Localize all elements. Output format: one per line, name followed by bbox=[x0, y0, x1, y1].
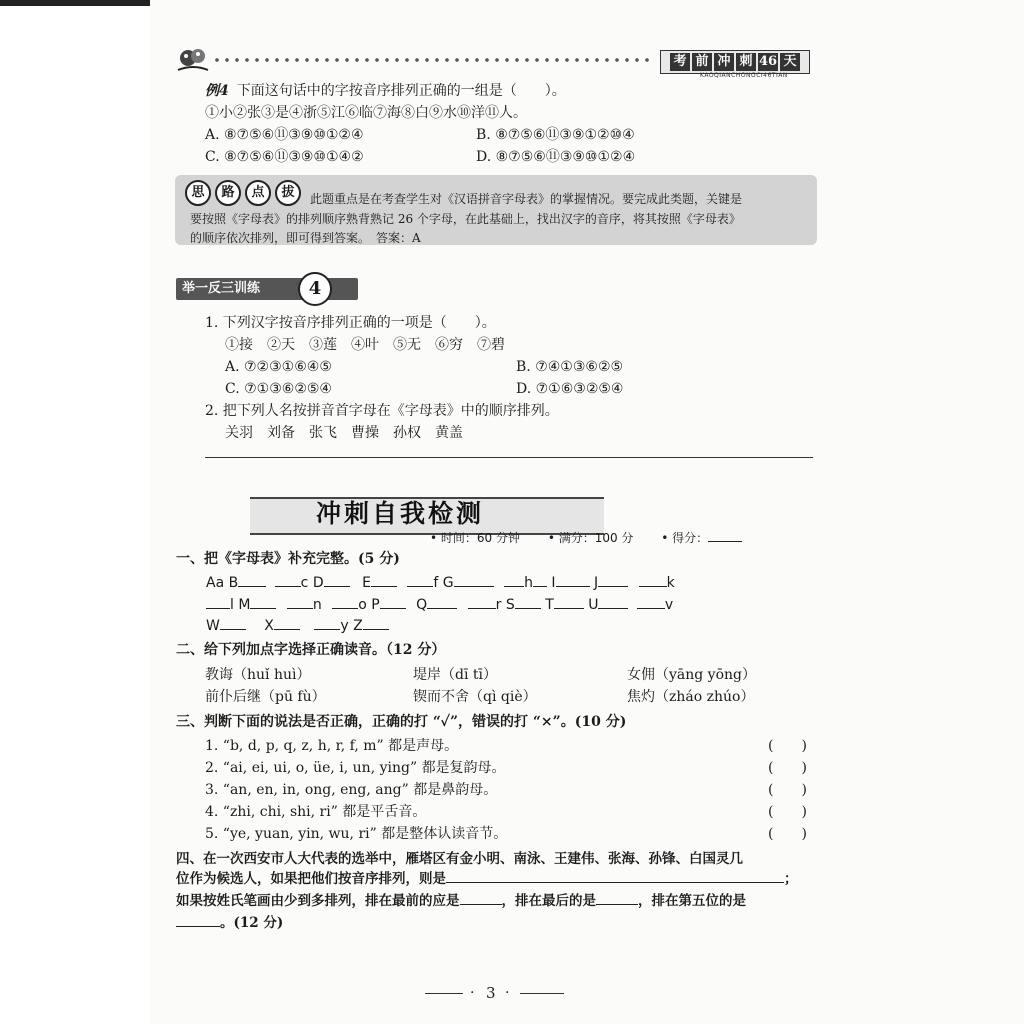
section-4-line-2 bbox=[176, 870, 798, 888]
judgement-item: 1. “b, d, p, q, z, h, r, f, m” 都是声母。 bbox=[205, 738, 459, 754]
letter-blank[interactable] bbox=[554, 608, 584, 609]
letter-blank[interactable] bbox=[238, 586, 266, 587]
letter-blank[interactable] bbox=[275, 586, 301, 587]
training-q1-option-a[interactable]: A. ⑦②③①⑥④⑤ bbox=[225, 359, 332, 375]
letter: c bbox=[300, 575, 309, 591]
example-option-a[interactable]: A. ⑧⑦⑤⑥⑪③⑨⑩①②④ bbox=[205, 127, 364, 143]
letter-blank[interactable] bbox=[454, 586, 494, 587]
pronunciation-item[interactable]: 堤岸（dī tī） bbox=[413, 667, 497, 683]
judgement-item: 4. “zhi, chi, shi, ri” 都是平舌音。 bbox=[205, 804, 427, 820]
badge-char: 天 bbox=[780, 53, 800, 71]
letter: y bbox=[340, 618, 349, 634]
badge-char: 前 bbox=[692, 53, 712, 71]
letter: n bbox=[312, 597, 322, 613]
tip-line-3: 的顺序依次排列，即可得到答案。 答案：A bbox=[190, 231, 421, 245]
letter: o bbox=[358, 597, 367, 613]
letter-blank[interactable] bbox=[637, 608, 665, 609]
letter-blank[interactable] bbox=[533, 586, 547, 587]
alphabet-row-3 bbox=[206, 617, 389, 635]
letter: B bbox=[228, 575, 239, 591]
page-number: 3 bbox=[486, 984, 496, 1002]
judgement-answer-box[interactable]: ( ) bbox=[768, 804, 807, 820]
badge-char: 考 bbox=[670, 53, 690, 71]
letter-blank[interactable] bbox=[324, 586, 350, 587]
section-4-line-4-text: 。(12 分) bbox=[220, 915, 284, 931]
test-score-label: • 得分： bbox=[661, 531, 709, 545]
letter: T bbox=[545, 597, 554, 613]
test-meta bbox=[430, 529, 742, 547]
badge-char: 冲 bbox=[714, 53, 734, 71]
tip-title-char: 点 bbox=[245, 180, 271, 206]
letter-blank[interactable] bbox=[407, 586, 433, 587]
order-answer-field[interactable] bbox=[446, 882, 784, 883]
letter: Q bbox=[416, 597, 428, 613]
training-q1-option-c[interactable]: C. ⑦①③⑥②⑤④ bbox=[225, 381, 332, 397]
training-q1: 1. 下列汉字按音序排列正确的一项是（ ）。 bbox=[205, 315, 496, 331]
letter-blank[interactable] bbox=[468, 608, 496, 609]
judgement-answer-box[interactable]: ( ) bbox=[768, 826, 807, 842]
badge-char: 46 bbox=[758, 54, 778, 69]
binding-margin bbox=[0, 0, 150, 1024]
letter-blank[interactable] bbox=[639, 586, 667, 587]
mascot-logo-icon bbox=[176, 44, 210, 74]
section-4-line-3 bbox=[176, 892, 746, 910]
training-q1-option-b[interactable]: B. ⑦④①③⑥②⑤ bbox=[516, 359, 624, 375]
judgement-answer-box[interactable]: ( ) bbox=[768, 760, 807, 776]
judgement-answer-box[interactable]: ( ) bbox=[768, 738, 807, 754]
judgement-answer-box[interactable]: ( ) bbox=[768, 782, 807, 798]
letter: E bbox=[362, 575, 371, 591]
example-title: 例4 bbox=[205, 83, 229, 99]
test-banner-title: 冲刺自我检测 bbox=[316, 499, 485, 528]
letter-blank[interactable] bbox=[287, 608, 313, 609]
letter-blank[interactable] bbox=[206, 608, 230, 609]
letter-blank[interactable] bbox=[515, 608, 541, 609]
judgement-item: 5. “ye, yuan, yin, wu, ri” 都是整体认读音节。 bbox=[205, 826, 508, 842]
letter: r bbox=[495, 597, 502, 613]
letter: W bbox=[206, 618, 220, 634]
letter-blank[interactable] bbox=[363, 629, 389, 630]
letter: P bbox=[371, 597, 380, 613]
letter: f bbox=[433, 575, 439, 591]
pronunciation-item[interactable]: 前仆后继（pū fù） bbox=[205, 689, 326, 705]
example-question bbox=[205, 82, 566, 100]
letter: k bbox=[666, 575, 675, 591]
letter: D bbox=[312, 575, 324, 591]
letter-blank[interactable] bbox=[314, 629, 340, 630]
letter: G bbox=[442, 575, 454, 591]
section-4-line-3-c: ，排在第五位的是 bbox=[638, 893, 746, 909]
test-full-score: • 满分：100 分 bbox=[547, 531, 634, 545]
footer-dot-left: · bbox=[470, 985, 475, 1001]
letter-blank[interactable] bbox=[220, 629, 246, 630]
training-number: 4 bbox=[298, 272, 332, 306]
letter: l bbox=[230, 597, 234, 613]
header-dotted-line bbox=[212, 54, 652, 66]
answer-line[interactable] bbox=[205, 457, 813, 458]
footer-rule-right bbox=[520, 993, 564, 994]
letter-blank[interactable] bbox=[250, 608, 276, 609]
letter: Z bbox=[353, 618, 363, 634]
letter: M bbox=[238, 597, 251, 613]
letter: h bbox=[524, 575, 533, 591]
tip-title-char: 路 bbox=[215, 180, 241, 206]
letter-blank[interactable] bbox=[332, 608, 358, 609]
tip-title bbox=[185, 180, 301, 206]
example-sentence: ①小②张③是④浙⑤江⑥临⑦海⑧白⑨水⑩洋⑪人。 bbox=[205, 105, 527, 121]
letter-blank[interactable] bbox=[598, 608, 628, 609]
example-option-c[interactable]: C. ⑧⑦⑤⑥⑪③⑨⑩①④② bbox=[205, 149, 364, 165]
test-time: • 时间：60 分钟 bbox=[430, 531, 520, 545]
first-answer-field[interactable] bbox=[460, 904, 502, 905]
training-q1-chars: ①接 ②天 ③莲 ④叶 ⑤无 ⑥穷 ⑦碧 bbox=[225, 337, 505, 353]
section-4-line-2-text: 位作为候选人，如果把他们按音序排列，则是 bbox=[176, 871, 446, 887]
letter-blank[interactable] bbox=[504, 586, 524, 587]
judgement-item: 3. “an, en, in, ong, eng, ang” 都是鼻韵母。 bbox=[205, 782, 498, 798]
tip-line-1: 此题重点是在考查学生对《汉语拼音字母表》的掌握情况。要完成此类题，关键是 bbox=[310, 192, 743, 206]
tip-title-char: 思 bbox=[185, 180, 211, 206]
letter: S bbox=[505, 597, 515, 613]
section-3-title: 三、判断下面的说法是否正确，正确的打 “✓”，错误的打 “×”。(10 分) bbox=[176, 714, 627, 730]
judgement-item: 2. “ai, ei, ui, o, üe, i, un, ying” 都是复韵母。 bbox=[205, 760, 506, 776]
section-4-line-3-b: ，排在最后的是 bbox=[501, 893, 596, 909]
training-label: 举一反三训练 bbox=[176, 278, 358, 300]
footer-rule-left bbox=[425, 993, 463, 994]
section-4-line-2-end: ； bbox=[784, 871, 798, 887]
section-4-line-1: 四、在一次西安市人大代表的选举中，雁塔区有金小明、南泳、王建伟、张海、孙锋、白国灵几 bbox=[176, 851, 743, 867]
tip-title-char: 拔 bbox=[275, 180, 301, 206]
pronunciation-item[interactable]: 教诲（huǐ huì） bbox=[205, 667, 311, 683]
section-4-line-4 bbox=[176, 914, 283, 932]
letter: U bbox=[588, 597, 599, 613]
pronunciation-item[interactable]: 女佣（yāng yōng） bbox=[627, 667, 757, 683]
badge-char: 刺 bbox=[736, 53, 756, 71]
test-score-field[interactable] bbox=[708, 541, 742, 542]
training-q2: 2. 把下列人名按拼音首字母在《字母表》中的顺序排列。 bbox=[205, 403, 559, 419]
last-answer-field[interactable] bbox=[596, 904, 638, 905]
section-1-title: 一、把《字母表》补充完整。(5 分) bbox=[176, 551, 400, 567]
section-2-title: 二、给下列加点字选择正确读音。（12 分） bbox=[176, 642, 446, 658]
header-badge bbox=[660, 50, 810, 74]
letter: X bbox=[264, 618, 274, 634]
section-4-line-3-a: 如果按姓氏笔画由少到多排列，排在最前的应是 bbox=[176, 893, 460, 909]
alphabet-row-2 bbox=[206, 596, 673, 614]
letter: Aa bbox=[206, 575, 225, 591]
example-question-text: 下面这句话中的字按音序排列正确的一组是（ ）。 bbox=[236, 83, 566, 99]
letter: I bbox=[551, 575, 556, 591]
training-q1-option-d[interactable]: D. ⑦①⑥③②⑤④ bbox=[516, 381, 624, 397]
letter-blank[interactable] bbox=[371, 586, 397, 587]
tip-line-2: 要按照《字母表》的排列顺序熟背熟记 26 个字母，在此基础上，找出汉字的音序，将其按照《字母表》 bbox=[190, 212, 741, 226]
alphabet-row-1 bbox=[206, 574, 675, 592]
training-q2-names: 关羽 刘备 张飞 曹操 孙权 黄盖 bbox=[225, 425, 463, 441]
fifth-answer-field[interactable] bbox=[176, 926, 220, 927]
pronunciation-item[interactable]: 焦灼（zháo zhúo） bbox=[627, 689, 755, 705]
pronunciation-item[interactable]: 锲而不舍（qì qiè） bbox=[413, 689, 537, 705]
letter-blank[interactable] bbox=[274, 629, 300, 630]
example-option-b[interactable]: B. ⑧⑦⑤⑥⑪③⑨①②⑩④ bbox=[476, 127, 635, 143]
letter-blank[interactable] bbox=[427, 608, 457, 609]
letter: J bbox=[594, 575, 599, 591]
example-option-d[interactable]: D. ⑧⑦⑤⑥⑪③⑨⑩①②④ bbox=[476, 149, 636, 165]
letter-blank[interactable] bbox=[556, 586, 590, 587]
letter: v bbox=[664, 597, 674, 613]
header-badge-subtitle: KAOQIANCHONGCI46TIAN bbox=[700, 72, 788, 79]
letter-blank[interactable] bbox=[380, 608, 406, 609]
letter-blank[interactable] bbox=[598, 586, 628, 587]
footer-dot-right: · bbox=[505, 985, 510, 1001]
